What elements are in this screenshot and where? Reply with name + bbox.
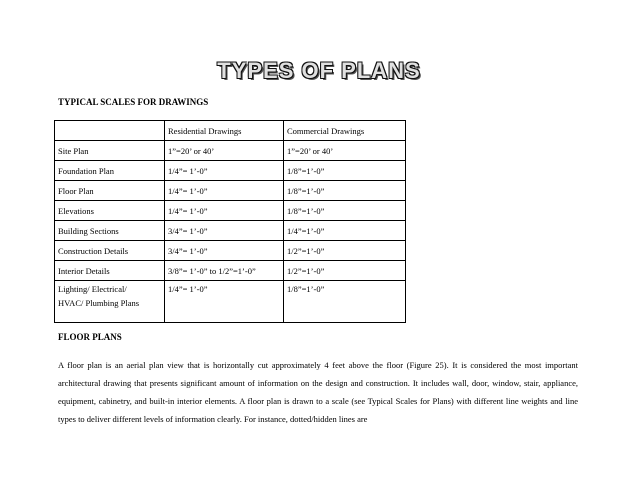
page-title: TYPES OF PLANS	[217, 58, 421, 83]
table-cell-commercial: 1/2”=1’-0”	[284, 261, 406, 281]
table-cell-residential: 1/4”= 1’-0”	[165, 281, 284, 323]
table-cell-commercial: 1/8”=1’-0”	[284, 201, 406, 221]
table-cell-residential: 1”=20’ or 40’	[165, 141, 284, 161]
table-cell-type	[55, 281, 165, 323]
table-header-cell: Commercial Drawings	[284, 121, 406, 141]
table-cell-residential: 1/4”= 1’-0”	[165, 201, 284, 221]
table-cell-type: Building Sections	[55, 221, 165, 241]
table-cell-type: Floor Plan	[55, 181, 165, 201]
table-cell-residential: 3/4”= 1’-0”	[165, 241, 284, 261]
table-row	[55, 141, 406, 161]
table-cell-commercial: 1/2”=1’-0”	[284, 241, 406, 261]
table-cell-commercial: 1/8”=1’-0”	[284, 181, 406, 201]
table-cell-type: Foundation Plan	[55, 161, 165, 181]
table-cell-residential: 1/4”= 1’-0”	[165, 161, 284, 181]
table-cell-type: Elevations	[55, 201, 165, 221]
table-header-cell: Residential Drawings	[165, 121, 284, 141]
table-cell-type: Site Plan	[55, 141, 165, 161]
table-header-cell	[55, 121, 165, 141]
table-row	[55, 241, 406, 261]
table-row	[55, 261, 406, 281]
section-heading-floor-plans: FLOOR PLANS	[58, 332, 122, 342]
table-row	[55, 221, 406, 241]
table-row	[55, 281, 406, 323]
table-cell-type: Construction Details	[55, 241, 165, 261]
section-heading-typical-scales: TYPICAL SCALES FOR DRAWINGS	[58, 97, 209, 107]
table-cell-type-line: Lighting/ Electrical/	[58, 284, 127, 294]
table-cell-commercial: 1/4”=1’-0”	[284, 221, 406, 241]
floor-plans-paragraph: A floor plan is an aerial plan view that is horizontally cut approximately 4 feet above the floor (Figure 25). It is considered the most important architectural drawing that presents significant amount of information on the design and construction. It includes wall, door, window, stair, appliance, equipment, cabinetry, and built-in interior elements. A floor plan is drawn to a scale (see Typical Scales for Plans) with different line weights and line types to deliver different levels of information clearly. For instance, dotted/hidden lines are	[58, 360, 578, 424]
table-cell-type-line: HVAC/ Plumbing Plans	[58, 298, 140, 308]
table-row	[55, 181, 406, 201]
table-cell-commercial: 1/8”=1’-0”	[284, 161, 406, 181]
table-row	[55, 201, 406, 221]
table-cell-commercial: 1/8”=1’-0”	[284, 281, 406, 323]
table-header-row	[55, 121, 406, 141]
table-cell-type: Interior Details	[55, 261, 165, 281]
table-cell-commercial: 1”=20’ or 40’	[284, 141, 406, 161]
scales-table	[54, 120, 406, 323]
table-cell-residential: 1/4”= 1’-0”	[165, 181, 284, 201]
table-cell-residential: 3/8”= 1’-0” to 1/2”=1’-0”	[165, 261, 284, 281]
table-row	[55, 161, 406, 181]
table-cell-residential: 3/4”= 1’-0”	[165, 221, 284, 241]
